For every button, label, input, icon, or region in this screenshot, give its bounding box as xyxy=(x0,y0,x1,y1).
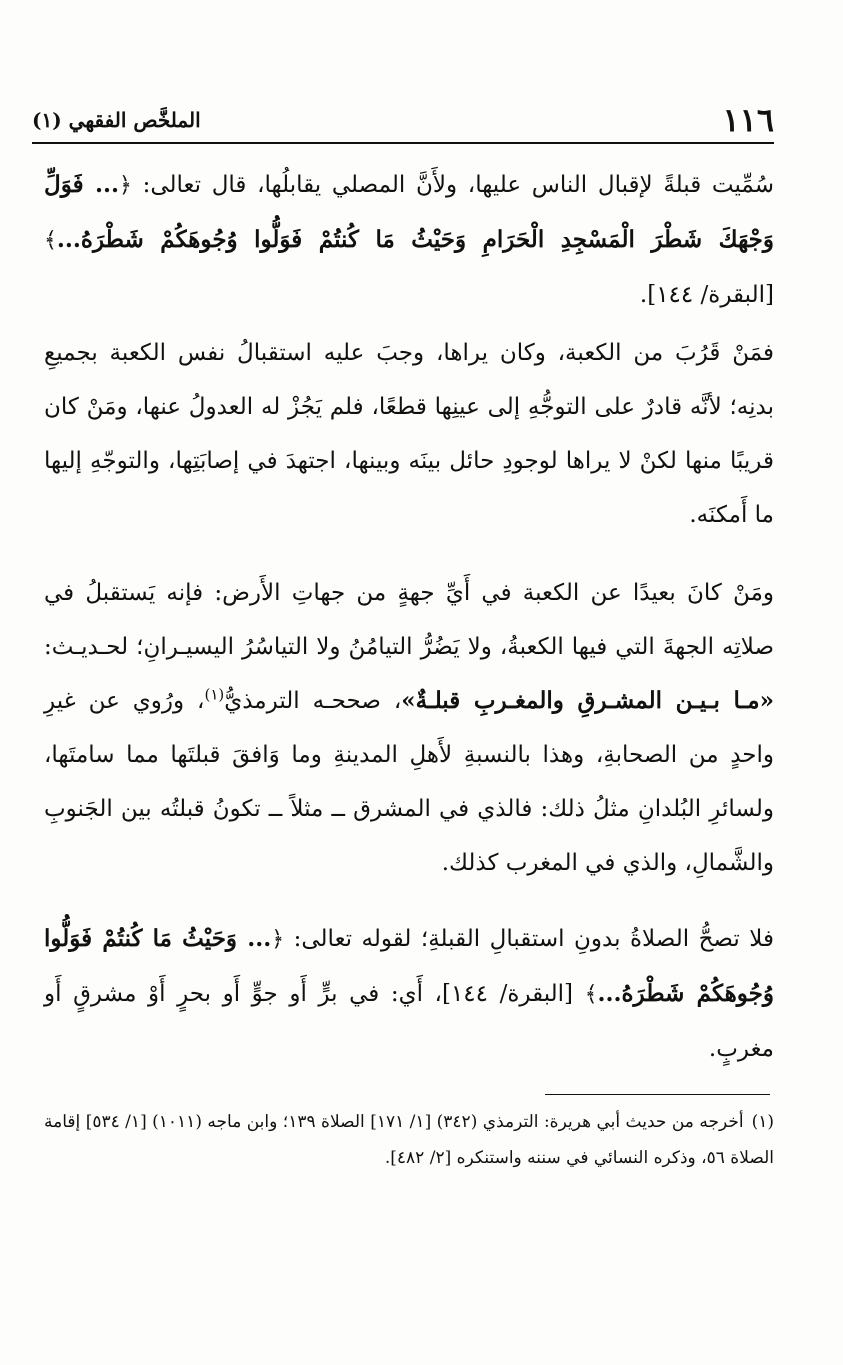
paragraph-3 xyxy=(44,566,774,890)
footnote-separator xyxy=(545,1094,770,1095)
quran-close-bracket: ﴾ xyxy=(584,982,598,1007)
footnote-reference: (١) xyxy=(204,685,225,704)
quran-close-bracket: ﴾ xyxy=(44,228,57,253)
footnotes xyxy=(44,1104,774,1176)
quran-verse-1: ... فَوَلِّ وَجْهَكَ شَطْرَ الْمَسْجِدِ الْحَرَامِ وَحَيْثُ مَا كُنتُمْ فَوَلُّوا وُجُوهَكُمْ شَطْرَهُ... xyxy=(44,171,774,253)
running-title: الملخَّص الفقهي (١) xyxy=(32,108,201,132)
paragraph-4 xyxy=(44,912,774,1076)
paragraph-4-intro: فلا تصحُّ الصلاةُ بدونِ استقبالِ القبلةِ؛ لقوله تعالى: xyxy=(284,926,774,952)
paragraph-4-rest: [البقرة/ ١٤٤]، أَي: في برٍّ أَو جوٍّ أَو بحرٍ أَوْ مشرقٍ أَو مغربٍ. xyxy=(44,981,774,1062)
paragraph-1-intro: سُمِّيت قبلةً لإقبال الناس عليها، ولأَنَّ المصلي يقابلُها، قال تعالى: xyxy=(131,172,774,198)
paragraph-3-part-3: ، ورُوي عن غيرِ واحدٍ من الصحابةِ، وهذا بالنسبةِ لأَهلِ المدينةِ وما وَافقَ قبلتَها مما سامتَها، ولسائرِ البُلدانِ مثلُ ذلك: فالذي في المشرق ــ مثلاً ــ تكونُ قبلتُه بين الجَنوبِ والشَّمالِ، والذي في المغرب كذلك. xyxy=(44,688,774,876)
footnote-number: (١) xyxy=(751,1112,775,1132)
verse-reference-1: [البقرة/ ١٤٤]. xyxy=(639,282,774,308)
body-text xyxy=(44,158,774,1076)
hadith-quote: «مـا بـيـن المشـرقِ والمغـربِ قبلـةٌ» xyxy=(401,687,774,714)
footnote-text: أخرجه من حديث أبي هريرة: الترمذي (٣٤٢) [١/ ١٧١] الصلاة ١٣٩؛ وابن ماجه (١٠١١) [١/ ٥٣٤] إقامة الصلاة ٥٦، وذكره النسائي في سننه واستنكره [٢/ ٤٨٢]. xyxy=(44,1112,774,1168)
quran-open-bracket: ﴿ xyxy=(119,173,132,198)
page-number: ١١٦ xyxy=(722,101,774,139)
paragraph-2: فمَنْ قَرُبَ من الكعبة، وكان يراها، وجبَ عليه استقبالُ نفس الكعبة بجميعِ بدنِه؛ لأنَّه قادرٌ على التوجُّهِ إلى عينِها قطعًا، فلم يَجُزْ له العدولُ عنها، ومَنْ كان قريبًا منها لكنْ لا يراها لوجودِ حائل بينَه وبينها، اجتهدَ في إصابَتِها، والتوجّهِ إليها ما أَمكنَه. xyxy=(44,340,774,528)
footnote-1 xyxy=(44,1104,774,1176)
paragraph-3-part-2: ، صححـه الترمذيُّ xyxy=(224,688,402,714)
quran-verse-2: ... وَحَيْثُ مَا كُنتُمْ فَوَلُّوا وُجُوهَكُمْ شَطْرَهُ... xyxy=(44,925,774,1007)
paragraph-3-part-1: ومَنْ كانَ بعيدًا عن الكعبة في أَيِّ جهةٍ من جهاتِ الأَرض: فإنه يَستقبلُ في صلاتِه الجهةَ التي فيها الكعبةُ، ولا يَضُرُّ التيامُنُ ولا التياسُرُ اليسيـرانِ؛ لحـديـث: xyxy=(44,580,774,660)
header-rule xyxy=(32,142,774,144)
page-header xyxy=(32,100,774,140)
paragraph-1 xyxy=(44,158,774,310)
quran-open-bracket: ﴿ xyxy=(271,927,285,952)
